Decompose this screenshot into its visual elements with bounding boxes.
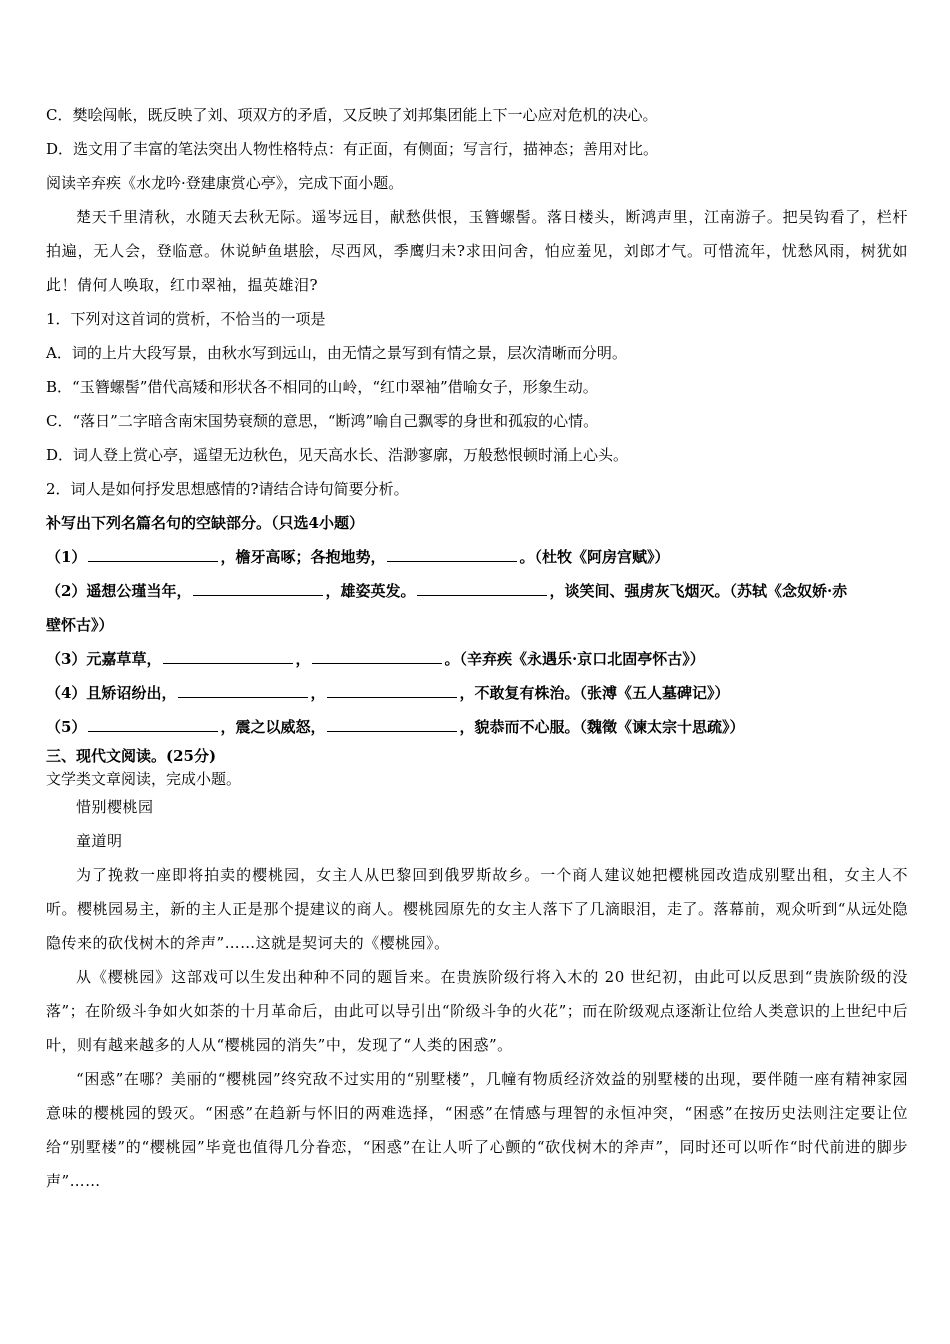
poem-intro: 阅读辛弃疾《水龙吟·登建康赏心亭》，完成下面小题。 bbox=[46, 174, 404, 192]
fill-blank[interactable] bbox=[327, 717, 457, 732]
fill-item-4-num: （4）且矫诏纷出， bbox=[46, 684, 177, 702]
article-author: 童道明 bbox=[76, 832, 123, 850]
question-1-option-c: C．“落日”二字暗含南宋国势衰颓的意思，“断鸿”喻自己飘零的身世和孤寂的心情。 bbox=[46, 412, 599, 430]
fill-item-5 bbox=[46, 710, 908, 744]
fill-blank[interactable] bbox=[417, 581, 547, 596]
fill-item-2-end: ，谈笑间、强虏灰飞烟灭。（苏轼《念奴娇·赤 bbox=[549, 582, 848, 600]
poem-text: 楚天千里清秋，水随天去秋无际。遥岑远目，献愁供恨，玉簪螺髻。落日楼头，断鸿声里，江南游子。把吴钩看了，栏杆拍遍，无人会，登临意。休说鲈鱼堪脍，尽西风，季鹰归未?求田问舍，怕应羞见，刘郎才气。可惜流年，忧愁风雨，树犹如此！倩何人唤取，红巾翠袖，揾英雄泪? bbox=[46, 208, 908, 294]
fill-item-5-num: （5） bbox=[46, 718, 87, 736]
fill-item-1-end: 。（杜牧《阿房宫赋》） bbox=[519, 548, 670, 566]
question-2: 2．词人是如何抒发思想感情的?请结合诗句简要分析。 bbox=[46, 480, 409, 498]
fill-blank[interactable] bbox=[178, 683, 308, 698]
article-paragraph-3: “困惑”在哪？美丽的“樱桃园”终究敌不过实用的“别墅楼”，几幢有物质经济效益的别墅楼的出现，要伴随一座有精神家园意味的樱桃园的毁灭。“困惑”在趋新与怀旧的两难选择，“困惑”在情感与理智的永恒冲突，“困惑”在按历史法则注定要让位给“别墅楼”的“樱桃园”毕竟也值得几分眷恋，“困惑”在让人听了心颤的“砍伐树木的斧声”，同时还可以听作“时代前进的脚步声”…… bbox=[46, 1070, 908, 1190]
question-1-option-d: D．词人登上赏心亭，遥望无边秋色，见天高水长、浩渺寥廓，万般愁恨顿时涌上心头。 bbox=[46, 446, 629, 464]
fill-item-2-mid: ，雄姿英发。 bbox=[325, 582, 416, 600]
modern-section-title: 三、现代文阅读。(25分) bbox=[46, 747, 217, 765]
fill-item-2-num: （2）遥想公瑾当年， bbox=[46, 582, 192, 600]
question-1-option-a: A．词的上片大段写景，由秋水写到远山，由无情之景写到有情之景，层次清晰而分明。 bbox=[46, 344, 627, 362]
question-1: 1．下列对这首词的赏析，不恰当的一项是 bbox=[46, 310, 326, 328]
article-paragraph-1: 为了挽救一座即将拍卖的樱桃园，女主人从巴黎回到俄罗斯故乡。一个商人建议她把樱桃园改造成别墅出租，女主人不听。樱桃园易主，新的主人正是那个提建议的商人。樱桃园原先的女主人落下了几滴眼泪，走了。落幕前，观众听到“从远处隐隐传来的砍伐树木的斧声”……这就是契诃夫的《樱桃园》。 bbox=[46, 866, 908, 952]
fill-item-2 bbox=[46, 574, 908, 608]
fill-item-3-num: （3）元嘉草草， bbox=[46, 650, 162, 668]
article-title: 惜别樱桃园 bbox=[76, 798, 154, 816]
fill-item-3-end: 。（辛弃疾《永遇乐·京口北固亭怀古》） bbox=[444, 650, 705, 668]
fill-item-3 bbox=[46, 642, 908, 676]
question-1-option-b: B．“玉簪螺髻”借代高矮和形状各不相同的山岭，“红巾翠袖”借喻女子，形象生动。 bbox=[46, 378, 598, 396]
fill-blank[interactable] bbox=[88, 547, 218, 562]
fill-blank[interactable] bbox=[327, 683, 457, 698]
fill-item-4-mid: ， bbox=[310, 684, 326, 702]
modern-section-intro: 文学类文章阅读，完成小题。 bbox=[46, 770, 242, 788]
fill-blank[interactable] bbox=[312, 649, 442, 664]
fill-blank[interactable] bbox=[163, 649, 293, 664]
fill-blank[interactable] bbox=[193, 581, 323, 596]
fill-item-5-end: ，貌恭而不心服。（魏徵《谏太宗十思疏》） bbox=[459, 718, 745, 736]
fill-item-4 bbox=[46, 676, 908, 710]
option-d-prev: D．选文用了丰富的笔法突出人物性格特点：有正面，有侧面；写言行，描神态；善用对比。 bbox=[46, 140, 659, 158]
fill-item-1-mid: ，檐牙高啄；各抱地势， bbox=[220, 548, 386, 566]
fill-item-1 bbox=[46, 540, 908, 574]
fill-blank[interactable] bbox=[88, 717, 218, 732]
fill-item-3-mid: ， bbox=[295, 650, 311, 668]
fill-item-2-continued: 壁怀古》） bbox=[46, 616, 114, 634]
fill-item-1-num: （1） bbox=[46, 548, 87, 566]
option-c-prev: C．樊哙闯帐，既反映了刘、项双方的矛盾，又反映了刘邦集团能上下一心应对危机的决心。 bbox=[46, 106, 658, 124]
fill-item-5-mid: ，震之以威怒， bbox=[220, 718, 326, 736]
fill-blank[interactable] bbox=[387, 547, 517, 562]
fill-section-title: 补写出下列名篇名句的空缺部分。（只选4小题） bbox=[46, 514, 364, 532]
article-paragraph-2: 从《樱桃园》这部戏可以生发出种种不同的题旨来。在贵族阶级行将入木的 20 世纪初，由此可以反思到“贵族阶级的没落”；在阶级斗争如火如荼的十月革命后，由此可以导引出“阶级斗争的火花”；而在阶级观点逐渐让位给人类意识的上世纪中后叶，则有越来越多的人从“樱桃园的消失”中，发现了“人类的困惑”。 bbox=[46, 968, 908, 1054]
fill-item-4-end: ，不敢复有株治。（张溥《五人墓碑记》） bbox=[459, 684, 730, 702]
document-page bbox=[46, 98, 908, 1198]
